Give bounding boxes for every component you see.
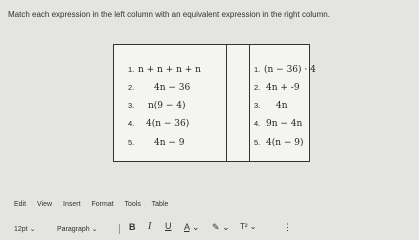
menu-view[interactable]: View bbox=[37, 201, 53, 208]
left-item-1-expression: n + n + n + n bbox=[138, 65, 201, 75]
right-item-1-expression: (n − 36) · 4 bbox=[264, 65, 316, 75]
left-item-2-number: 2. bbox=[128, 83, 135, 92]
right-item-1-number: 1. bbox=[254, 65, 261, 74]
left-item-1-number: 1. bbox=[128, 65, 135, 74]
right-item-4-number: 4. bbox=[254, 119, 261, 128]
instruction-text: Match each expression in the left column with an equivalent expression in the right column. bbox=[8, 10, 330, 19]
chevron-down-icon: ⌄ bbox=[222, 222, 230, 232]
right-item-2-number: 2. bbox=[254, 83, 261, 92]
left-item-3-expression: n(9 − 4) bbox=[148, 101, 186, 111]
menu-table[interactable]: Table bbox=[151, 201, 169, 208]
highlight-icon: ✎ bbox=[212, 222, 220, 232]
left-item-4-number: 4. bbox=[128, 119, 135, 128]
menu-edit[interactable]: Edit bbox=[14, 201, 27, 208]
menu-format[interactable]: Format bbox=[91, 201, 114, 208]
left-item-5-number: 5. bbox=[128, 138, 135, 147]
superscript-icon: T² bbox=[240, 222, 248, 231]
left-column bbox=[114, 45, 227, 161]
bold-button[interactable]: B bbox=[129, 222, 136, 232]
chevron-down-icon: ⌄ bbox=[249, 222, 257, 231]
left-item-4-expression: 4(n − 36) bbox=[146, 119, 190, 129]
right-item-4-expression: 9n − 4n bbox=[266, 119, 303, 129]
left-item-3-number: 3. bbox=[128, 101, 135, 110]
right-item-3-expression: 4n bbox=[276, 101, 288, 111]
font-size-value: 12pt bbox=[14, 226, 28, 233]
chevron-down-icon: ⌄ bbox=[91, 226, 98, 233]
block-style-select[interactable] bbox=[57, 225, 98, 233]
editor-menu-bar bbox=[14, 201, 177, 208]
toolbar-divider bbox=[119, 224, 120, 234]
left-item-2-expression: 4n − 36 bbox=[154, 83, 191, 93]
more-options-button[interactable]: ⋮ bbox=[283, 222, 292, 232]
block-style-value: Paragraph bbox=[57, 226, 90, 233]
right-item-5-expression: 4(n − 9) bbox=[266, 138, 304, 148]
format-toolbar bbox=[0, 216, 419, 236]
menu-insert[interactable]: Insert bbox=[63, 201, 81, 208]
superscript-button[interactable] bbox=[240, 222, 257, 231]
underline-button[interactable]: U bbox=[165, 221, 172, 231]
font-size-select[interactable] bbox=[14, 225, 35, 233]
italic-button[interactable]: I bbox=[148, 221, 152, 232]
chevron-down-icon: ⌄ bbox=[29, 226, 36, 233]
text-color-icon: A bbox=[184, 222, 190, 232]
answer-column[interactable] bbox=[227, 45, 250, 161]
left-item-5-expression: 4n − 9 bbox=[154, 138, 185, 148]
right-item-2-expression: 4n + -9 bbox=[266, 83, 300, 93]
chevron-down-icon: ⌄ bbox=[192, 222, 200, 232]
menu-tools[interactable]: Tools bbox=[124, 201, 141, 208]
right-item-3-number: 3. bbox=[254, 101, 261, 110]
right-column bbox=[250, 45, 316, 161]
highlight-button[interactable] bbox=[212, 222, 230, 233]
right-item-5-number: 5. bbox=[254, 138, 261, 147]
text-color-button[interactable] bbox=[184, 222, 200, 233]
matching-table bbox=[113, 44, 316, 162]
